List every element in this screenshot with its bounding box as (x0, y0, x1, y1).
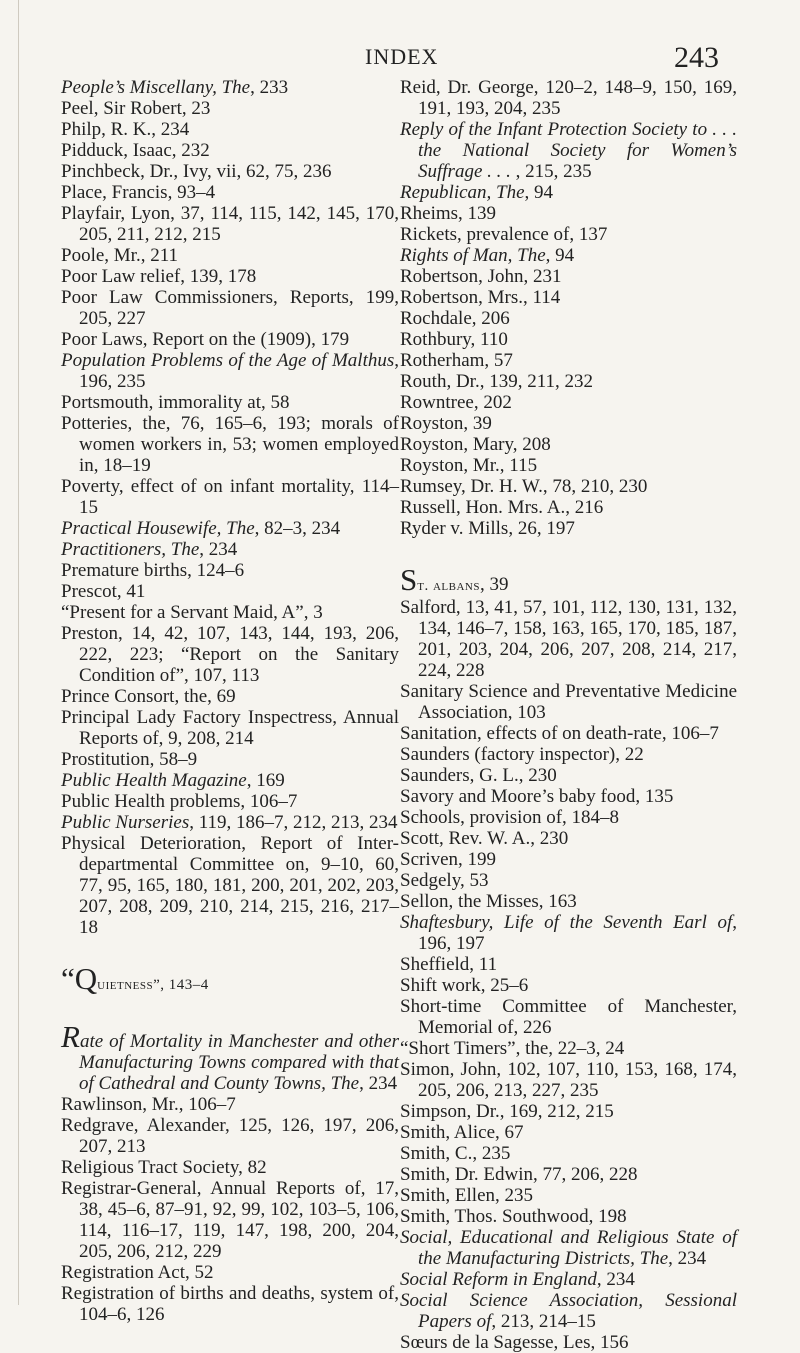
section-initial-r: R (61, 1019, 80, 1054)
header-title: INDEX (365, 44, 439, 69)
index-entry: Smith, Alice, 67 (400, 1122, 524, 1143)
index-entry: Sedgely, 53 (400, 870, 489, 891)
index-entry: Routh, Dr., 139, 211, 232 (400, 371, 593, 392)
index-entry: Royston, Mary, 208 (400, 434, 551, 455)
index-entry: “Short Timers”, the, 22–3, 24 (400, 1038, 625, 1059)
entry-title-italic: Rights of Man, The (400, 245, 546, 266)
entry-title-italic: People’s Miscellany, The (61, 77, 251, 98)
index-entry: Rothbury, 110 (400, 329, 508, 350)
index-entry: Registrar-General, Annual Reports of, 17, 38, 45–6, 87–91, 92, 99, 102, 103–5, 106, 114, 116–17, 119, 147, 198, 200, 204, 205, 206, 212, 229 (61, 1178, 399, 1262)
index-entry (61, 518, 399, 539)
index-entry: Schools, provision of, 184–8 (400, 807, 620, 828)
entry-refs: , 39 (479, 574, 509, 595)
index-entry: Prescot, 41 (61, 581, 146, 602)
entry-title-italic: Republican, The (400, 182, 525, 203)
index-entry: Salford, 13, 41, 57, 101, 112, 130, 131, 132, 134, 146–7, 158, 163, 165, 170, 185, 187, 201, 203, 204, 206, 207, 208, 214, 217, 224, 228 (400, 597, 737, 681)
index-entry: Royston, 39 (400, 413, 492, 434)
index-entry: Philp, R. K., 234 (61, 119, 190, 140)
index-entry-quietness (61, 961, 399, 996)
index-column-left (61, 77, 399, 1325)
index-entry: Sanitary Science and Preventative Medicine Association, 103 (400, 681, 737, 723)
index-entry: Shift work, 25–6 (400, 975, 529, 996)
index-entry: Rotherham, 57 (400, 350, 513, 371)
entry-refs: , 234 (596, 1269, 635, 1290)
index-entry: Preston, 14, 42, 107, 143, 144, 193, 206, 222, 223; “Report on the Sanitary Condition of”, 107, 113 (61, 623, 399, 686)
index-entry: Robertson, Mrs., 114 (400, 287, 561, 308)
index-entry: Sœurs de la Sagesse, Les, 156 (400, 1332, 629, 1353)
page-edge-rule (18, 0, 19, 1305)
index-entry: Physical Deterioration, Report of Inter-departmental Committee on, 9–10, 60, 77, 95, 165, 180, 181, 200, 201, 202, 203, 207, 208, 209, 210, 214, 215, 216, 217–18 (61, 833, 399, 938)
index-entry: Simpson, Dr., 169, 212, 215 (400, 1101, 614, 1122)
index-entry (61, 770, 399, 791)
entry-title-italic: Social Science Association, Sessional Papers of (400, 1290, 737, 1332)
entry-refs: , 234 (359, 1073, 398, 1094)
index-entry: Public Health problems, 106–7 (61, 791, 298, 812)
entry-refs: , 234 (668, 1248, 707, 1269)
entry-refs: , 82–3, 234 (254, 518, 341, 539)
entry-title-italic: Public Health Magazine (61, 770, 247, 791)
index-entry: Russell, Hon. Mrs. A., 216 (400, 497, 604, 518)
index-entry (400, 1290, 737, 1332)
index-entry-st-albans (400, 562, 737, 597)
entry-refs: , 94 (524, 182, 554, 203)
index-entry: Poole, Mr., 211 (61, 245, 178, 266)
index-entry (400, 1227, 737, 1269)
index-entry: Redgrave, Alexander, 125, 126, 197, 206, 207, 213 (61, 1115, 399, 1157)
index-entry: Prince Consort, the, 69 (61, 686, 236, 707)
index-entry: Smith, Thos. Southwood, 198 (400, 1206, 627, 1227)
index-entry: Rawlinson, Mr., 106–7 (61, 1094, 236, 1115)
index-entry: Pidduck, Isaac, 232 (61, 140, 210, 161)
entry-title-italic: Population Problems of the Age of Malthus (61, 350, 395, 371)
index-entry: Smith, Dr. Edwin, 77, 206, 228 (400, 1164, 638, 1185)
entry-title-italic: Practical Housewife, The (61, 518, 255, 539)
entry-refs: , 169 (246, 770, 285, 791)
entry-refs: , 94 (545, 245, 575, 266)
index-entry: Portsmouth, immorality at, 58 (61, 392, 290, 413)
index-entry: Robertson, John, 231 (400, 266, 562, 287)
index-entry: Rickets, prevalence of, 137 (400, 224, 608, 245)
r-entries-group (61, 1094, 399, 1325)
index-entry (400, 119, 737, 182)
p-entries-group (61, 77, 399, 938)
index-entry: Registration of births and deaths, system of, 104–6, 126 (61, 1283, 399, 1325)
r-entries-group-continued (400, 77, 737, 539)
index-entry: Poor Laws, Report on the (1909), 179 (61, 329, 350, 350)
index-entry: Ryder v. Mills, 26, 197 (400, 518, 575, 539)
index-entry: Potteries, the, 76, 165–6, 193; morals of women workers in, 53; women employed in, 18–19 (61, 413, 399, 476)
index-entry: Smith, Ellen, 235 (400, 1185, 533, 1206)
entry-refs: , 196, 197 (418, 912, 737, 954)
index-entry: Premature births, 124–6 (61, 560, 245, 581)
index-entry: Poverty, effect of on infant mortality, 114–15 (61, 476, 399, 518)
index-entry (400, 182, 737, 203)
index-entry-rate-of-mortality (61, 1019, 399, 1094)
index-entry (400, 1269, 737, 1290)
index-entry: Sellon, the Misses, 163 (400, 891, 577, 912)
index-entry (400, 245, 737, 266)
index-entry: Reid, Dr. George, 120–2, 148–9, 150, 169, 191, 193, 204, 235 (400, 77, 737, 119)
index-entry: Simon, John, 102, 107, 110, 153, 168, 174, 205, 206, 213, 227, 235 (400, 1059, 737, 1101)
entry-title-italic: Practitioners, The (61, 539, 200, 560)
entry-title-italic: Public Nurseries (61, 812, 190, 833)
index-entry: Savory and Moore’s baby food, 135 (400, 786, 674, 807)
entry-title-italic: Social, Educational and Religious State of the Manufacturing Districts, The (400, 1227, 737, 1269)
page-number: 243 (674, 41, 719, 74)
index-entry: Rumsey, Dr. H. W., 78, 210, 230 (400, 476, 648, 497)
index-entry: Registration Act, 52 (61, 1262, 214, 1283)
entry-refs: , 215, 235 (510, 161, 592, 182)
index-entry: Saunders (factory inspector), 22 (400, 744, 644, 765)
index-entry: Short-time Committee of Manchester, Memorial of, 226 (400, 996, 737, 1038)
index-entry (400, 912, 737, 954)
section-initial-q: “Q (61, 961, 98, 996)
index-entry (61, 350, 399, 392)
index-entry (61, 812, 399, 833)
index-entry: Scriven, 199 (400, 849, 497, 870)
index-entry: Poor Law Commissioners, Reports, 199, 205, 227 (61, 287, 399, 329)
index-entry: Religious Tract Society, 82 (61, 1157, 267, 1178)
index-entry: Rowntree, 202 (400, 392, 512, 413)
index-entry: Sheffield, 11 (400, 954, 498, 975)
index-entry: Peel, Sir Robert, 23 (61, 98, 211, 119)
entry-refs: , 213, 214–15 (491, 1311, 596, 1332)
index-column-right (400, 77, 737, 1353)
index-entry: Saunders, G. L., 230 (400, 765, 557, 786)
index-entry: Smith, C., 235 (400, 1143, 511, 1164)
index-entry: “Present for a Servant Maid, A”, 3 (61, 602, 323, 623)
index-entry: Principal Lady Factory Inspectress, Annual Reports of, 9, 208, 214 (61, 707, 399, 749)
entry-refs: , 233 (250, 77, 289, 98)
entry-refs: , 196, 235 (79, 350, 399, 392)
entry-heading-smallcaps: uietness”, 143–4 (97, 977, 209, 993)
entry-heading-smallcaps: t. albans (417, 578, 480, 594)
index-entry: Pinchbeck, Dr., Ivy, vii, 62, 75, 236 (61, 161, 332, 182)
index-entry: Place, Francis, 93–4 (61, 182, 216, 203)
entry-title-italic: Reply of the Infant Protection Society to . . . the National Society for Women’s Suffrage . . . (400, 119, 737, 182)
entry-title-italic: ate of Mortality in Manchester and other Manufacturing Towns compared with that of Cathedral and County Towns, The (79, 1031, 399, 1094)
section-initial-s: S (400, 562, 418, 597)
index-entry (61, 77, 399, 98)
index-entry: Poor Law relief, 139, 178 (61, 266, 257, 287)
index-entry: Prostitution, 58–9 (61, 749, 198, 770)
entry-refs: , 234 (199, 539, 238, 560)
index-entry: Royston, Mr., 115 (400, 455, 538, 476)
s-entries-group (400, 597, 737, 1353)
index-entry (61, 539, 399, 560)
index-entry: Sanitation, effects of on death-rate, 106–7 (400, 723, 719, 744)
entry-refs: , 119, 186–7, 212, 213, 234 (189, 812, 398, 833)
index-entry: Rochdale, 206 (400, 308, 510, 329)
index-entry: Scott, Rev. W. A., 230 (400, 828, 569, 849)
index-entry: Rheims, 139 (400, 203, 497, 224)
entry-title-italic: Shaftesbury, Life of the Seventh Earl of (400, 912, 733, 933)
index-entry: Playfair, Lyon, 37, 114, 115, 142, 145, 170, 205, 211, 212, 215 (61, 203, 399, 245)
entry-title-italic: Social Reform in England (400, 1269, 597, 1290)
